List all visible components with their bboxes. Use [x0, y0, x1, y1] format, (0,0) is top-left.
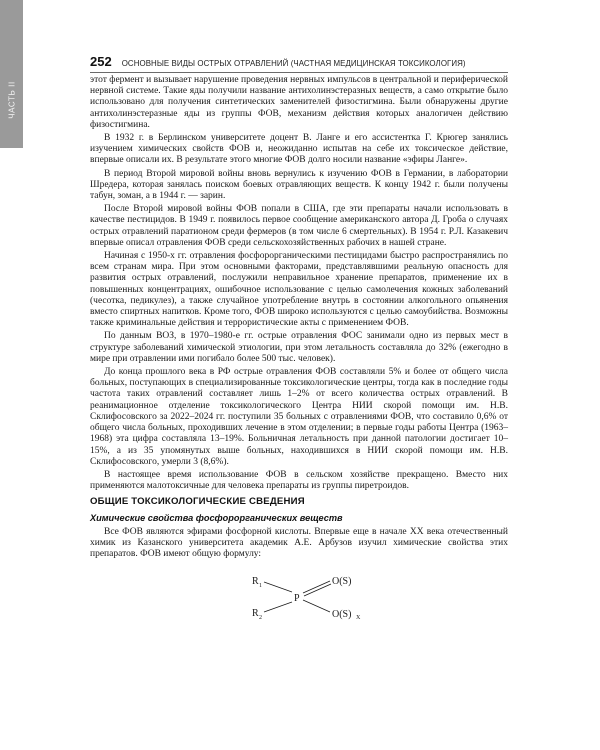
paragraph-8: В настоящее время использование ФОВ в сельском хозяйстве прекращено. Вместо них применяются малотоксичные для человека препараты из группы пиретроидов.	[90, 469, 508, 492]
page-header	[90, 54, 508, 73]
part-tab-label: ЧАСТЬ II	[7, 81, 16, 119]
running-head: ОСНОВНЫЕ ВИДЫ ОСТРЫХ ОТРАВЛЕНИЙ (ЧАСТНАЯ МЕДИЦИНСКАЯ ТОКСИКОЛОГИЯ)	[121, 59, 466, 68]
paragraph-5: Начиная с 1950-х гг. отравления фосфорорганическими пестицидами быстро распространялись по всем странам мира. При этом основными факторами, представлявшими реальную опасность для развития острых отравлений, послужили неправильное хранение препаратов, применение их в повышенных концентрациях, ошибочное использование с целью самолечения кожных заболеваний (чесотка, педикулез), а также случайное употребление внутрь в состоянии алкогольного опьянения вместо спиртных напитков. Кроме того, ФОВ широко используются с целью самоубийства. Возможны также криминальные действия и террористические акты с применением ФОВ.	[90, 251, 508, 329]
formula-o-bottom-subscript: X	[356, 615, 361, 622]
bond-top-1	[303, 581, 330, 593]
formula-p: P	[294, 593, 300, 605]
page-number: 252	[90, 54, 112, 69]
paragraph-1: этот фермент и вызывает нарушение проведения нервных импульсов в центральной и периферической нервной системе. Такие яды получили название антихолинэстеразных веществ, а само открытие было использовано для получения синтетических заменителей физостигмина. Были обнаружены другие антихолинэстеразные яды из группы ФОВ, механизм действия которых аналогичен действию физостигмина.	[90, 75, 508, 130]
formula-r2-subscript: 2	[259, 615, 262, 622]
formula-r1: R	[252, 576, 259, 588]
paragraph-9: Все ФОВ являются эфирами фосфорной кислоты. Впервые еще в начале XX века отечественный химик из Казанского университета академик А.Е. Арбузов изучил химические свойства этих препаратов. ФОВ имеют общую формулу:	[90, 526, 508, 560]
bond-bottom	[303, 600, 330, 612]
paragraph-3: В период Второй мировой войны вновь вернулись к изучению ФОВ в Германии, в лаборатории Шредера, которая занялась поиском боевых отравляющих веществ. К концу 1942 г. были получены табун, зоман, а в 1944 г. — зарин.	[90, 168, 508, 202]
part-tab	[0, 0, 23, 148]
bond-r1	[264, 582, 292, 592]
paragraph-2: В 1932 г. в Берлинском университете доцент В. Ланге и его ассистентка Г. Крюгер занялись изучением химических свойств ФОВ и, неожиданно испытав на себе их токсическое действие, впервые описали их. В результате этого многие ФОВ долго носили название «эфиры Ланге».	[90, 133, 508, 166]
page-body	[90, 75, 508, 628]
paragraph-4: После Второй мировой войны ФОВ попали в США, где эти препараты начали использовать в качестве пестицидов. В 1949 г. появилось первое сообщение американского автора Д. Гроба о случаях острых отравлений паратионом среди фермеров (в том числе 6 смертельных). В 1954 г. Р.Л. Казакевич впервые описал отравления ФОВ среди сельскохозяйственных рабочих в нашей стране.	[90, 204, 508, 248]
bond-r2	[264, 602, 292, 612]
formula-r2: R	[252, 608, 259, 620]
phosphorus-formula	[250, 568, 400, 628]
formula-o-bottom: O(S)	[332, 609, 352, 621]
formula-r1-subscript: 1	[259, 583, 262, 590]
paragraph-6: По данным ВОЗ, в 1970–1980-е гг. острые отравления ФОС занимали одно из первых мест в структуре заболеваний химической этиологии, при этом летальность составляла до 32% (ежегодно в мире при отравлении ими погибало более 500 тыс. человек).	[90, 331, 508, 364]
bond-top-2	[304, 584, 331, 596]
paragraph-7: До конца прошлого века в РФ острые отравления ФОВ составляли 5% и более от общего числа больных, поступающих в специализированные токсикологические центры, тогда как в последние годы частота таких отравлений составляет лишь 1–2% от всего количества острых отравлений. В реанимационное отделение токсикологического Центра НИИ скорой помощи им. Н.В. Склифосовского за 2022–2024 гг. поступили 35 больных с отравлениями ФОВ, что составило 0,6% от общего числа больных, проходивших лечение в этом отделении; в первые годы работы Центра (1963–1968) эта цифра составляла 13–19%. Больничная летальность при данной патологии достигает 10–15%, а из 35 упомянутых выше больных, находившихся в НИИ скорой помощи им. Н.В. Склифосовского, умерли 3 (8,6%).	[90, 367, 508, 467]
formula-o-top: O(S)	[332, 576, 352, 588]
subsection-heading: Химические свойства фосфорорганических веществ	[90, 512, 343, 523]
section-heading: ОБЩИЕ ТОКСИКОЛОГИЧЕСКИЕ СВЕДЕНИЯ	[90, 496, 305, 508]
